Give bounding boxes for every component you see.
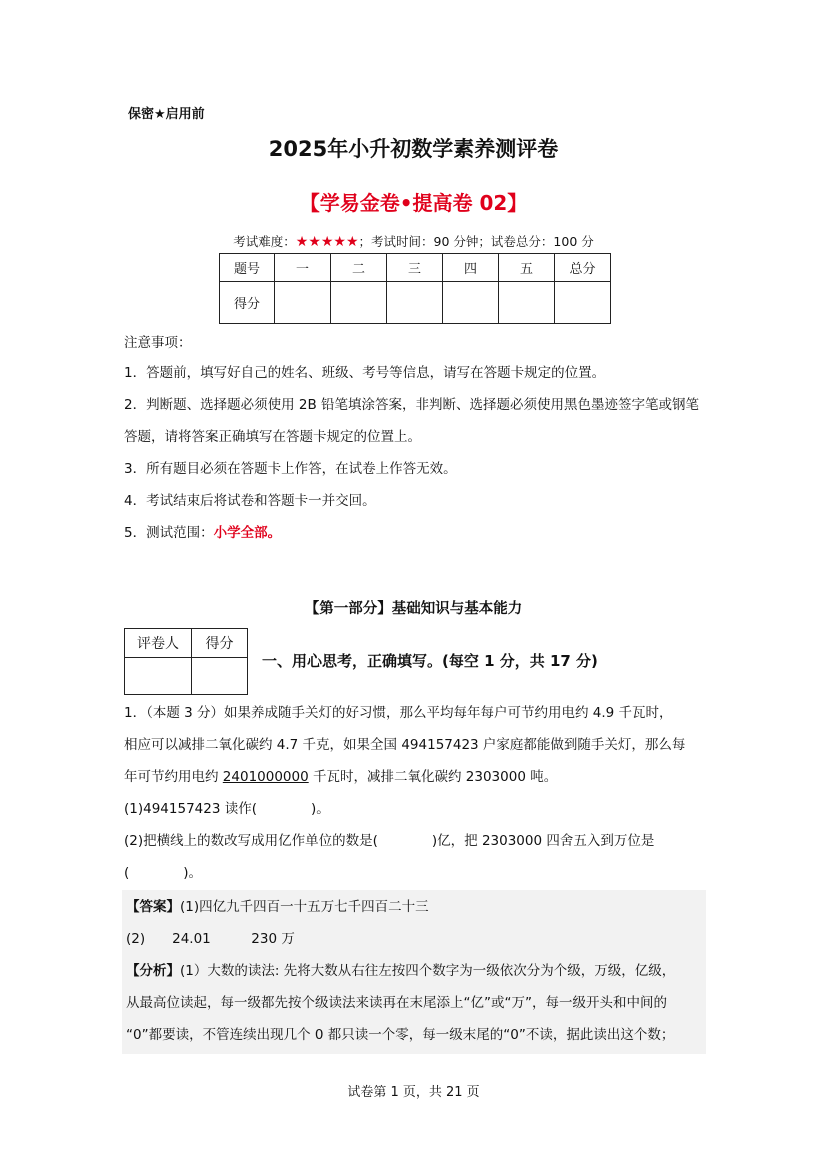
analysis-line: “0”都要读，不管连续出现几个 0 都只读一个零，每一级末尾的“0”不读，据此读出这个数； [126, 1027, 675, 1043]
grader-table [124, 628, 248, 695]
page-footer: 试卷第 1 页，共 21 页 [347, 1085, 480, 1100]
score-header-cell: 题号 [220, 254, 275, 282]
sub-question: ( )。 [124, 865, 203, 881]
score-header-cell: 一 [275, 254, 331, 282]
grader-score-cell [192, 658, 248, 695]
analysis-label: 【分析】 [126, 963, 180, 979]
score-header-cell: 三 [387, 254, 443, 282]
paper-subtitle: 【学易金卷•提高卷 02】 [299, 191, 528, 215]
note-item-scope [124, 517, 708, 549]
note-item: 4．考试结束后将试卷和答题卡一并交回。 [124, 493, 376, 509]
scope-value: 小学全部。 [213, 525, 282, 541]
analysis-line: 从最高位读起，每一级都先按个级读法来读再在末尾添上“亿”或“万”，每一级开头和中间的 [126, 995, 667, 1011]
answer-label: 【答案】 [126, 899, 180, 915]
analysis-text: (1）大数的读法: 先将大数从右往左按四个数字为一级依次分为个级，万级，亿级， [180, 963, 676, 979]
part-title: 【第一部分】基础知识与基本能力 [304, 601, 523, 617]
score-header-cell: 二 [331, 254, 387, 282]
page-title: 2025年小升初数学素养测评卷 [268, 137, 559, 161]
score-table-score-row [220, 282, 611, 324]
scope-prefix: 5．测试范围： [124, 525, 214, 541]
confidential-label: 保密★启用前 [128, 107, 205, 122]
score-header-cell: 四 [443, 254, 499, 282]
note-item: 2．判断题、选择题必须使用 2B 铅笔填涂答案，非判断、选择题必须使用黑色墨迹签字笔或钢笔答题，请将答案正确填写在答题卡规定的位置上。 [124, 397, 700, 445]
section-title: 一、用心思考，正确填写。(每空 1 分，共 17 分) [262, 652, 598, 670]
notes-title: 注意事项： [124, 335, 192, 351]
sub-question: (2)把横线上的数改写成用亿作单位的数是( )亿，把 2303000 四舍五入到万位是 [124, 833, 655, 849]
score-cell [499, 282, 555, 324]
underlined-number: 2401000000 [222, 769, 309, 785]
difficulty-stars-icon: ★★★★★ [295, 234, 359, 250]
score-cell [331, 282, 387, 324]
score-header-cell: 五 [499, 254, 555, 282]
question-line [124, 761, 708, 793]
score-cell [387, 282, 443, 324]
score-cell [275, 282, 331, 324]
grader-label: 评卷人 [125, 629, 192, 658]
note-item: 3．所有题目必须在答题卡上作答，在试卷上作答无效。 [124, 461, 457, 477]
question-line: 相应可以减排二氧化碳约 4.7 千克，如果全国 494157423 户家庭都能做到随手关灯，那么每 [124, 737, 686, 753]
score-cell [443, 282, 499, 324]
answer-line: (2) 24.01 230 万 [126, 931, 295, 947]
time-and-score: ；考试时间：90 分钟；试卷总分：100 分 [358, 234, 594, 249]
grader-cell [125, 658, 192, 695]
score-table [219, 253, 611, 324]
sub-question: (1)494157423 读作( )。 [124, 801, 330, 817]
score-table-header-row [220, 254, 611, 282]
grader-score-label: 得分 [192, 629, 248, 658]
score-header-cell: 总分 [555, 254, 611, 282]
answer-line [126, 891, 704, 923]
question-text: 年可节约用电约 [124, 769, 223, 785]
analysis-line [126, 955, 704, 987]
question-text: 千瓦时，减排二氧化碳约 2303000 吨。 [308, 769, 558, 785]
score-cell [555, 282, 611, 324]
score-row-label: 得分 [220, 282, 275, 324]
difficulty-label: 考试难度： [233, 234, 296, 249]
exam-meta [0, 232, 827, 250]
answer-text: (1)四亿九千四百一十五万七千四百二十三 [180, 899, 429, 915]
question-line: 1．（本题 3 分）如果养成随手关灯的好习惯，那么平均每年每户可节约用电约 4.9 千瓦时， [124, 705, 673, 721]
note-item: 1．答题前，填写好自己的姓名、班级、考号等信息，请写在答题卡规定的位置。 [124, 365, 606, 381]
